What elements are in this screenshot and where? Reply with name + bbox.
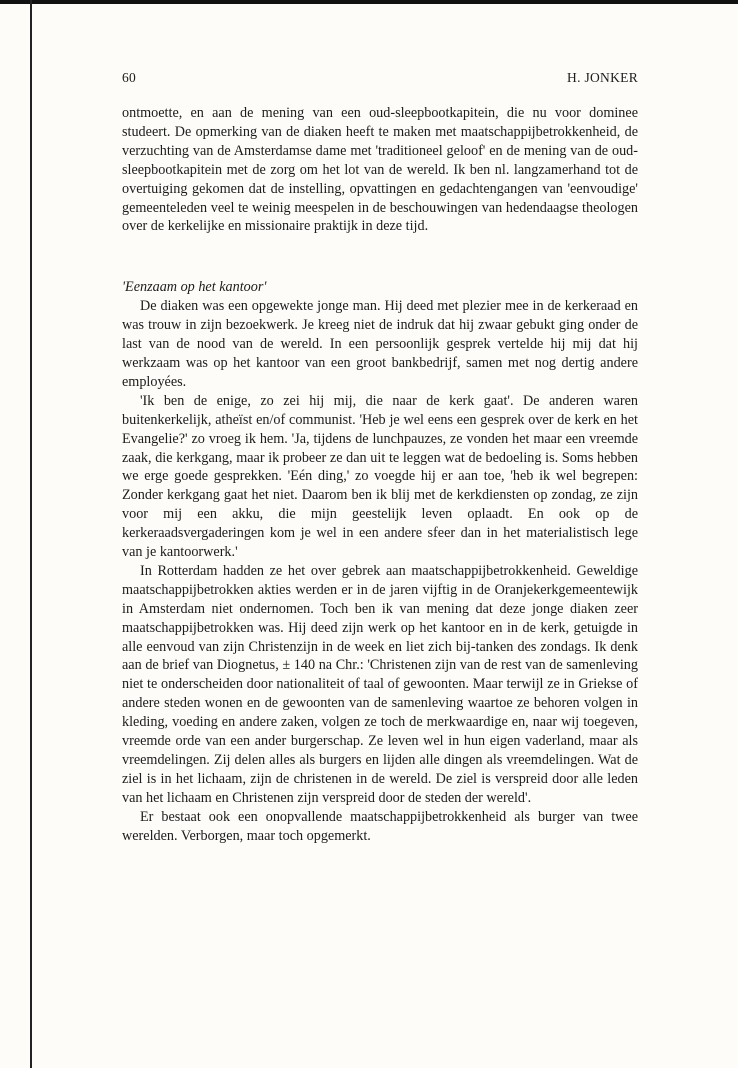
running-head (122, 70, 638, 86)
scan-edge-top (0, 0, 738, 4)
paragraph-continued: ontmoette, en aan de mening van een oud-sleepbootkapitein, die nu voor dominee studeert. De opmerking van de diaken heeft te maken met maatschappijbetrokkenheid, de verzuchting van de Amsterdamse dame met 'traditioneel geloof' en de mening van de oud-sleepbootkapitein met de zorg om het lot van de wereld. Ik ben nl. langzamerhand tot de overtuiging gekomen dat de instelling, opvattingen en gedachtengangen van 'eenvoudige' gemeenteleden veel te weinig meespelen in de beschouwingen van hedendaagse theologen over de kerkelijke en missionaire praktijk in deze tijd. (122, 105, 638, 235)
paragraph: In Rotterdam hadden ze het over gebrek aan maatschappijbetrokkenheid. Geweldige maatschappijbetrokken akties werden er in de jaren vijftig in de Oranjekerkgemeentewijk in Amsterdam niet ondernomen. Toch ben ik van mening dat deze jonge diaken zeer maatschappijbetrokken was. Hij deed zijn werk op het kantoor en in de kerk, getuigde in alle eenvoud van zijn Christenzijn in de week en liet zich bij-tanken des zondags. Ik denk aan de brief van Diognetus, ± 140 na Chr.: 'Christenen zijn van de rest van de samenleving niet te onderscheiden door nationaliteit of taal of gewoonten. Maar terwijl ze in Griekse of andere steden wonen en de gewoonten van de samenleving waartoe ze behoren volgen in kleding, voeding en andere zaken, volgen ze toch de merkwaardige en, naar wij toegeven, vreemde orde van een ander burgerschap. Ze leven wel in hun eigen vaderland, maar als vreemdelingen. Zij delen alles als burgers en lijden alle dingen als vreemdelingen. Wat de ziel is in het lichaam, zijn de christenen in de wereld. De ziel is verspreid door alle leden van het lichaam en Christenen zijn verspreid door de steden der wereld'. (122, 562, 638, 806)
section-title: 'Eenzaam op het kantoor' (122, 279, 267, 296)
scan-edge-left (30, 0, 32, 1068)
page-number: 60 (122, 70, 137, 85)
body-text (122, 104, 638, 846)
paragraph: 'Ik ben de enige, zo zei hij mij, die naar de kerk gaat'. De anderen waren buitenkerkelijk, atheïst en/of communist. 'Heb je wel eens een gesprek over de kerk en het Evangelie?' zo vroeg ik hem. 'Ja, tijdens de lunchpauzes, ze vonden het maar een vreemde zaak, die kerkgang, maar ik probeer ze dan uit te leggen wat de bedoeling is. Soms hebben we erge goede gesprekken. 'Eén ding,' zo voegde hij er aan toe, 'heb ik wel begrepen: Zonder kerkgang gaat het niet. Daarom ben ik blij met de kerkdiensten op zondag, ze zijn voor mij een akku, die mijn geestelijk leven oplaadt. En ook op de kerkeraadsvergaderingen kom je wel in een andere sfeer dan in het materialistisch lege van je kantoorwerk.' (122, 392, 638, 561)
running-head-author: H. JONKER (567, 70, 638, 85)
paragraph: De diaken was een opgewekte jonge man. Hij deed met plezier mee in de kerkeraad en was trouw in zijn bezoekwerk. Je kreeg niet de indruk dat hij zwaar gebukt ging onder de last van de nood van de wereld. In een persoonlijk gesprek vertelde hij mij dat hij werkzaam was op het kantoor van een groot bankbedrijf, samen met nog dertig andere employées. (122, 298, 638, 390)
paragraph: Er bestaat ook een onopvallende maatschappijbetrokkenheid als burger van twee werelden. Verborgen, maar toch opgemerkt. (122, 808, 638, 844)
